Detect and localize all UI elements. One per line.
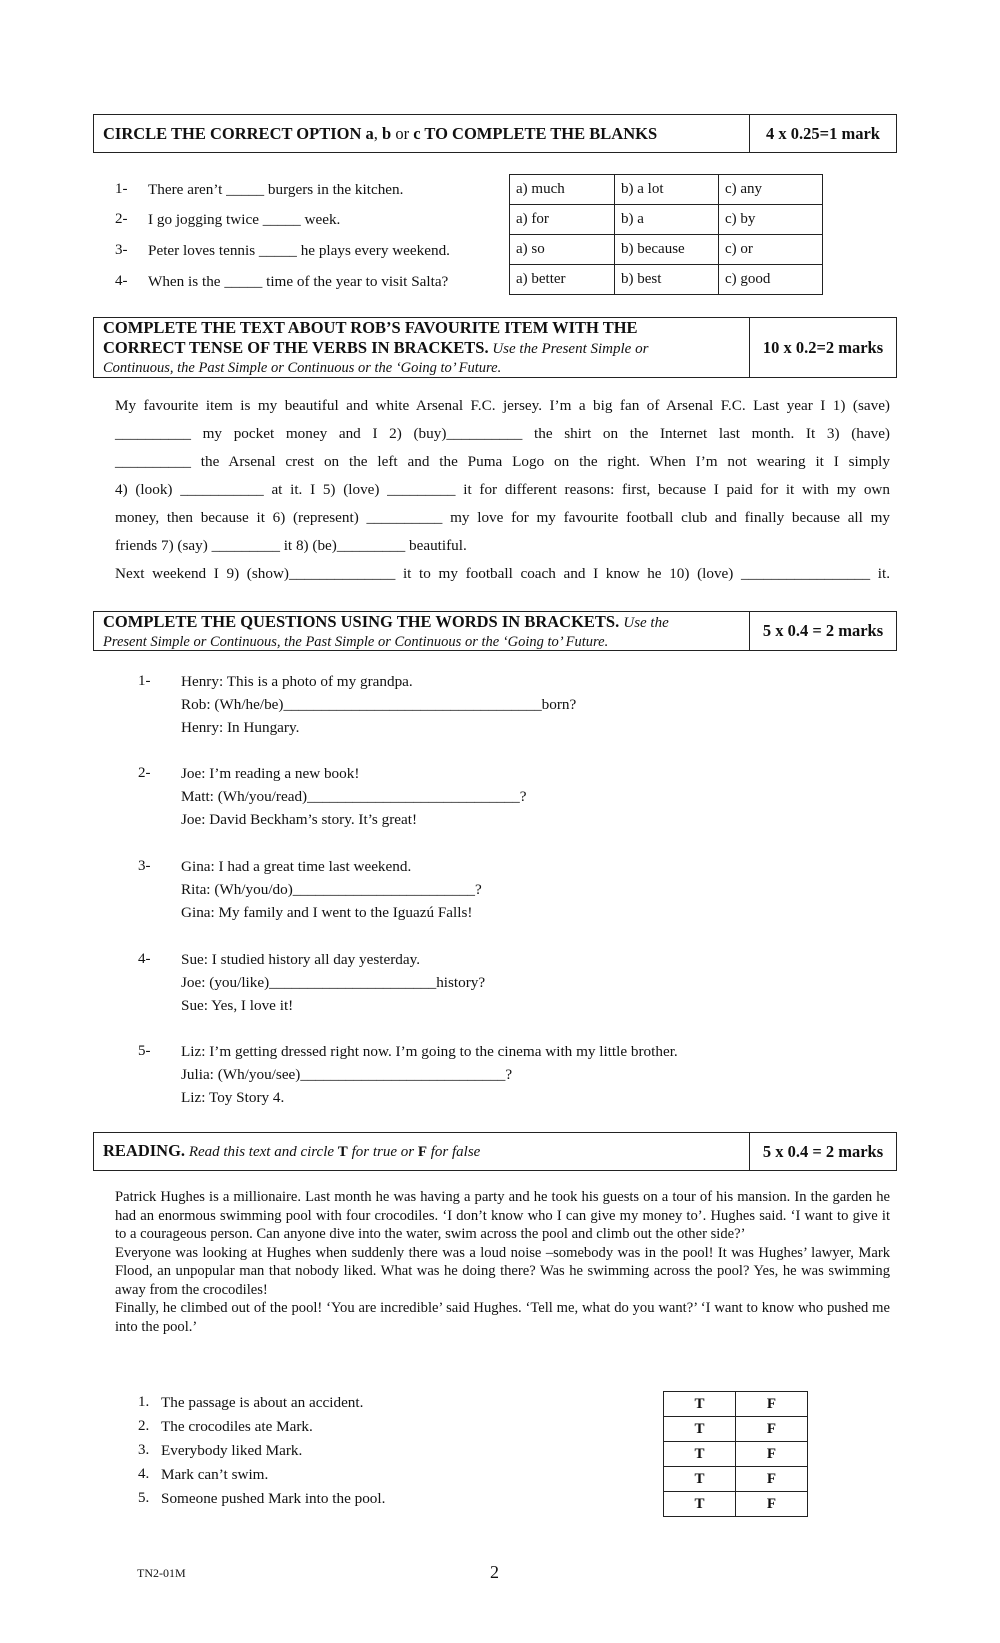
false-option[interactable]: F xyxy=(736,1492,808,1517)
section3-title xyxy=(94,612,750,650)
false-option[interactable]: F xyxy=(736,1442,808,1467)
s3-question-num: 2- xyxy=(138,765,151,781)
section2-instructions-cont: Continuous, the Past Simple or Continuous or the ‘Going to’ Future. xyxy=(103,360,502,376)
statement-text: Everybody liked Mark. xyxy=(161,1442,303,1459)
section4-instructions-2: for true or xyxy=(347,1144,418,1160)
option-b[interactable]: b) because xyxy=(615,235,719,265)
option-a[interactable]: a) for xyxy=(510,205,615,235)
reading-passage xyxy=(115,1188,890,1336)
section4-title xyxy=(94,1133,750,1170)
false-option[interactable]: F xyxy=(736,1417,808,1442)
s3-line: Joe: David Beckham’s story. It’s great! xyxy=(181,811,418,828)
section2-marks: 10 x 0.2=2 marks xyxy=(762,337,884,357)
section3-header xyxy=(93,611,897,651)
s1-options-table xyxy=(509,174,823,295)
s3-line: Julia: (Wh/you/see)___________________________? xyxy=(181,1066,513,1083)
page-number: 2 xyxy=(490,1562,499,1582)
statement-text: The passage is about an accident. xyxy=(161,1394,364,1411)
option-a[interactable]: a) much xyxy=(510,175,615,205)
s1-item-text: When is the _____ time of the year to visit Salta? xyxy=(148,273,449,290)
statement-num: 3. xyxy=(138,1442,150,1458)
s1-options-row xyxy=(510,235,823,265)
s3-line: Henry: In Hungary. xyxy=(181,719,300,736)
statement-num: 4. xyxy=(138,1466,150,1482)
section2-text xyxy=(115,392,890,588)
option-c[interactable]: c) any xyxy=(719,175,823,205)
section2-title-line2: CORRECT TENSE OF THE VERBS IN BRACKETS. xyxy=(103,338,489,357)
option-c[interactable]: c) good xyxy=(719,265,823,295)
s3-line: Gina: My family and I went to the Iguazú Falls! xyxy=(181,904,473,921)
s3-line: Gina: I had a great time last weekend. xyxy=(181,858,412,875)
s1-item-text: There aren’t _____ burgers in the kitchen. xyxy=(148,181,404,198)
option-b[interactable]: b) best xyxy=(615,265,719,295)
section1-title xyxy=(94,115,750,152)
section4-marks: 5 x 0.4 = 2 marks xyxy=(762,1141,884,1161)
document-code: TN2-01M xyxy=(137,1566,186,1580)
section3-instructions: Use the xyxy=(623,614,669,631)
s1-options-row xyxy=(510,265,823,295)
statement-num: 1. xyxy=(138,1394,150,1410)
s3-line: Henry: This is a photo of my grandpa. xyxy=(181,673,413,690)
tf-row xyxy=(664,1417,808,1442)
s3-line: Sue: I studied history all day yesterday. xyxy=(181,951,421,968)
text-line: __________ my pocket money and I 2) (buy)__________ the shirt on the Internet last month. It 3) (have) xyxy=(115,425,890,442)
statement-num: 2. xyxy=(138,1418,150,1434)
section1-title-text: CIRCLE THE CORRECT OPTION xyxy=(103,123,362,143)
section1-title-a: a xyxy=(365,123,374,143)
option-a[interactable]: a) so xyxy=(510,235,615,265)
true-option[interactable]: T xyxy=(664,1417,736,1442)
s3-line: Liz: Toy Story 4. xyxy=(181,1089,285,1106)
tf-row xyxy=(664,1492,808,1517)
s1-item-text: I go jogging twice _____ week. xyxy=(148,211,341,228)
section1-marks: 4 x 0.25=1 mark xyxy=(766,123,880,143)
section2-title-line1: COMPLETE THE TEXT ABOUT ROB’S FAVOURITE ITEM WITH THE xyxy=(103,318,638,337)
s3-question-num: 3- xyxy=(138,858,151,874)
option-c[interactable]: c) by xyxy=(719,205,823,235)
false-option[interactable]: F xyxy=(736,1392,808,1417)
true-option[interactable]: T xyxy=(664,1442,736,1467)
section4-false-letter: F xyxy=(417,1144,427,1160)
s3-line: Joe: I’m reading a new book! xyxy=(181,765,360,782)
section4-header xyxy=(93,1132,897,1171)
s3-question-num: 5- xyxy=(138,1043,151,1059)
section3-marks: 5 x 0.4 = 2 marks xyxy=(762,621,884,640)
true-option[interactable]: T xyxy=(664,1492,736,1517)
section4-instructions-3: for false xyxy=(427,1144,481,1160)
s3-line: Liz: I’m getting dressed right now. I’m going to the cinema with my little brother. xyxy=(181,1043,678,1060)
section1-title-or: or xyxy=(391,123,414,143)
s3-question-num: 4- xyxy=(138,951,151,967)
s1-options-row xyxy=(510,175,823,205)
s3-line: Rita: (Wh/you/do)________________________? xyxy=(181,881,482,898)
option-a[interactable]: a) better xyxy=(510,265,615,295)
statement-text: Mark can’t swim. xyxy=(161,1466,269,1483)
section3-instructions-cont: Present Simple or Continuous, the Past Simple or Continuous or the ‘Going to’ Future. xyxy=(103,633,609,650)
text-line: money, then because it 6) (represent) __________ my love for my favourite football club and finally because all my xyxy=(115,509,890,526)
statement-text: The crocodiles ate Mark. xyxy=(161,1418,313,1435)
s3-line: Sue: Yes, I love it! xyxy=(181,997,294,1014)
section1-header xyxy=(93,114,897,153)
statement-text: Someone pushed Mark into the pool. xyxy=(161,1490,386,1507)
s1-item-num: 3- xyxy=(115,242,128,258)
section1-title-end: TO COMPLETE THE BLANKS xyxy=(420,123,658,143)
s1-item-text: Peter loves tennis _____ he plays every weekend. xyxy=(148,242,450,259)
text-line: __________ the Arsenal crest on the left and the Puma Logo on the right. When I’m not wearing it I simply xyxy=(115,453,890,470)
section1-title-sep: , xyxy=(373,123,383,143)
reading-paragraph: Finally, he climbed out of the pool! ‘You are incredible’ said Hughes. ‘Tell me, what do you want?’ ‘I want to know who pushed me into the pool.’ xyxy=(115,1300,890,1335)
text-line: Next weekend I 9) (show)______________ it to my football coach and I know he 10) (love) _________________ it. xyxy=(115,565,890,582)
s3-line: Matt: (Wh/you/read)____________________________? xyxy=(181,788,527,805)
section1-title-c: c xyxy=(413,123,421,143)
s3-line: Joe: (you/like)______________________history? xyxy=(181,974,486,991)
section2-instructions: Use the Present Simple or xyxy=(488,341,649,357)
section4-true-letter: T xyxy=(337,1144,348,1160)
reading-paragraph: Everyone was looking at Hughes when suddenly there was a loud noise –somebody was in the pool! It was Hughes’ lawyer, Mark Flood, an unpopular man that nobody liked. What was he doing there? Was he swimming across the pool? Yes, he was swimming away from the crocodiles! xyxy=(115,1244,890,1298)
section3-title-text: COMPLETE THE QUESTIONS USING THE WORDS IN BRACKETS. xyxy=(103,611,620,631)
true-false-table xyxy=(663,1391,808,1517)
s3-question-num: 1- xyxy=(138,673,151,689)
text-line: friends 7) (say) _________ it 8) (be)_________ beautiful. xyxy=(115,537,467,554)
section2-header xyxy=(93,317,897,378)
option-b[interactable]: b) a xyxy=(615,205,719,235)
section4-instructions: Read this text and circle xyxy=(185,1144,338,1160)
true-option[interactable]: T xyxy=(664,1467,736,1492)
statement-num: 5. xyxy=(138,1490,150,1506)
option-c[interactable]: c) or xyxy=(719,235,823,265)
section4-title-text: READING. xyxy=(103,1141,186,1160)
tf-row xyxy=(664,1442,808,1467)
s1-item-num: 1- xyxy=(115,181,128,197)
text-line: 4) (look) ___________ at it. I 5) (love) _________ it for different reasons: first, because I paid for it with my own xyxy=(115,481,890,498)
tf-row xyxy=(664,1392,808,1417)
s1-item-num: 4- xyxy=(115,273,128,289)
s1-item-num: 2- xyxy=(115,211,128,227)
s1-options-row xyxy=(510,205,823,235)
section2-title xyxy=(94,318,750,377)
true-option[interactable]: T xyxy=(664,1392,736,1417)
text-line: My favourite item is my beautiful and white Arsenal F.C. jersey. I’m a big fan of Arsenal F.C. Last year I 1) (save) xyxy=(115,397,890,414)
option-b[interactable]: b) a lot xyxy=(615,175,719,205)
reading-paragraph: Patrick Hughes is a millionaire. Last month he was having a party and he took his guests on a tour of his mansion. In the garden he had an enormous swimming pool with four crocodiles. ‘I don’t know who I can give my money to’. Hughes said. ‘I want to give it to a courageous person. Can anyone dive into the water, swim across the pool and climb out the other side?’ xyxy=(115,1189,890,1242)
section1-title-b: b xyxy=(382,123,392,143)
tf-row xyxy=(664,1467,808,1492)
false-option[interactable]: F xyxy=(736,1467,808,1492)
s3-line: Rob: (Wh/he/be)__________________________________born? xyxy=(181,696,577,713)
